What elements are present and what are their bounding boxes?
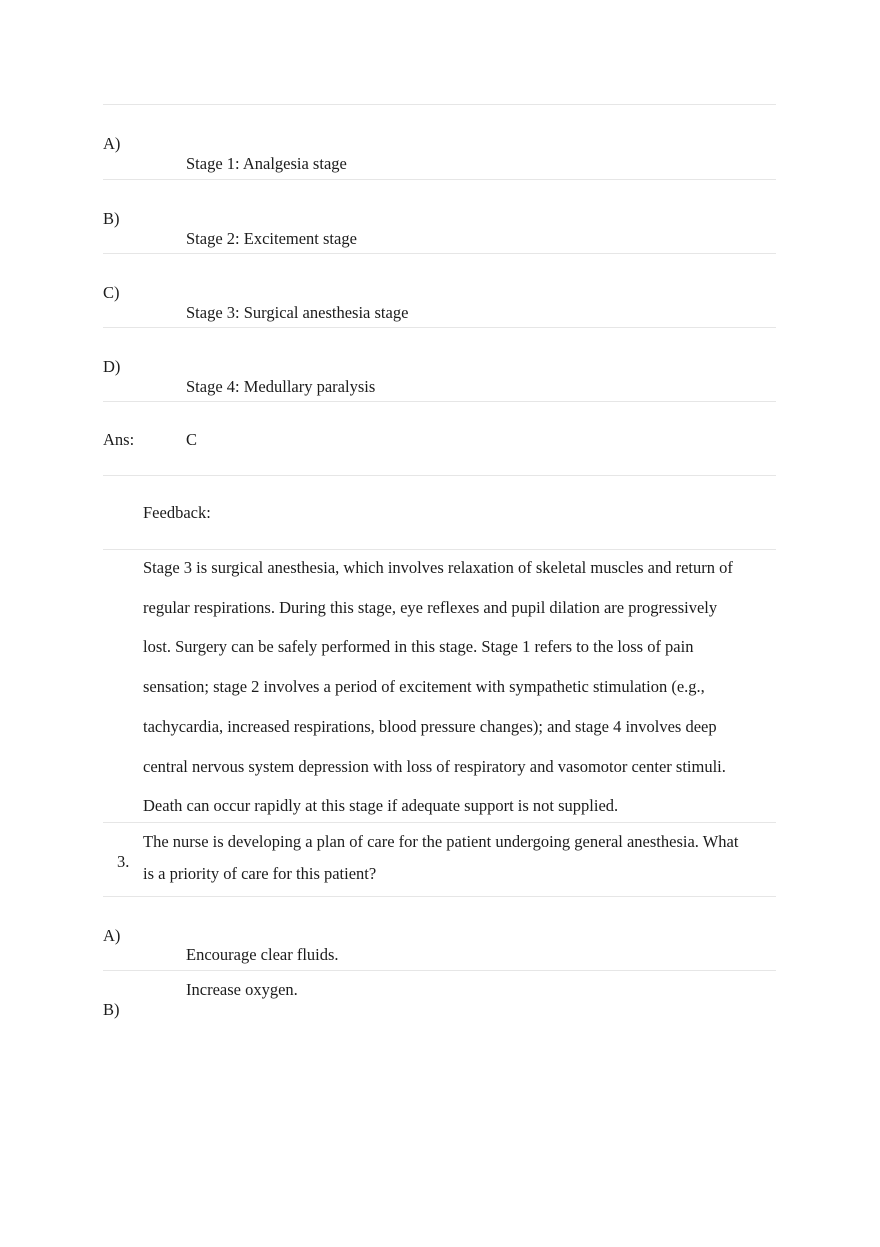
divider: [103, 822, 776, 823]
q3-option-b-label: B): [103, 1000, 120, 1019]
divider: [103, 896, 776, 897]
q3-option-a-label: A): [103, 926, 121, 945]
question-number: 3.: [117, 852, 130, 871]
feedback-line: regular respirations. During this stage, eye reflexes and pupil dilation are progressively: [143, 597, 718, 617]
option-c-label: C): [103, 283, 120, 302]
answer-value: C: [186, 430, 198, 449]
feedback-heading: Feedback:: [143, 503, 211, 522]
option-c-text: Stage 3: Surgical anesthesia stage: [186, 303, 409, 322]
divider: [103, 327, 776, 328]
feedback-line: sensation; stage 2 involves a period of excitement with sympathetic stimulation (e.g.,: [143, 677, 705, 697]
q3-option-b-text: Increase oxygen.: [186, 980, 298, 999]
divider: [103, 401, 776, 402]
answer-label: Ans:: [103, 430, 135, 449]
option-a-label: A): [103, 134, 121, 153]
feedback-paragraph: [143, 548, 778, 826]
question-stem-line: is a priority of care for this patient?: [143, 864, 377, 883]
feedback-line: lost. Surgery can be safely performed in this stage. Stage 1 refers to the loss of pain: [143, 637, 694, 657]
divider: [103, 475, 776, 476]
divider: [103, 253, 776, 254]
option-b-text: Stage 2: Excitement stage: [186, 229, 357, 248]
q3-option-a-text: Encourage clear fluids.: [186, 945, 339, 964]
feedback-line: tachycardia, increased respirations, blood pressure changes); and stage 4 involves deep: [143, 716, 717, 736]
divider: [103, 104, 776, 105]
feedback-line: Stage 3 is surgical anesthesia, which involves relaxation of skeletal muscles and return of: [143, 558, 733, 577]
option-d-label: D): [103, 357, 121, 376]
option-d-text: Stage 4: Medullary paralysis: [186, 377, 376, 396]
option-a-text: Stage 1: Analgesia stage: [186, 154, 347, 173]
divider: [103, 179, 776, 180]
question-stem-line: The nurse is developing a plan of care for the patient undergoing general anesthesia. What: [143, 832, 739, 851]
divider: [103, 970, 776, 971]
feedback-line: central nervous system depression with loss of respiratory and vasomotor center stimuli.: [143, 756, 726, 776]
option-b-label: B): [103, 209, 120, 228]
question-stem: [143, 826, 778, 890]
feedback-line: Death can occur rapidly at this stage if adequate support is not supplied.: [143, 796, 619, 816]
